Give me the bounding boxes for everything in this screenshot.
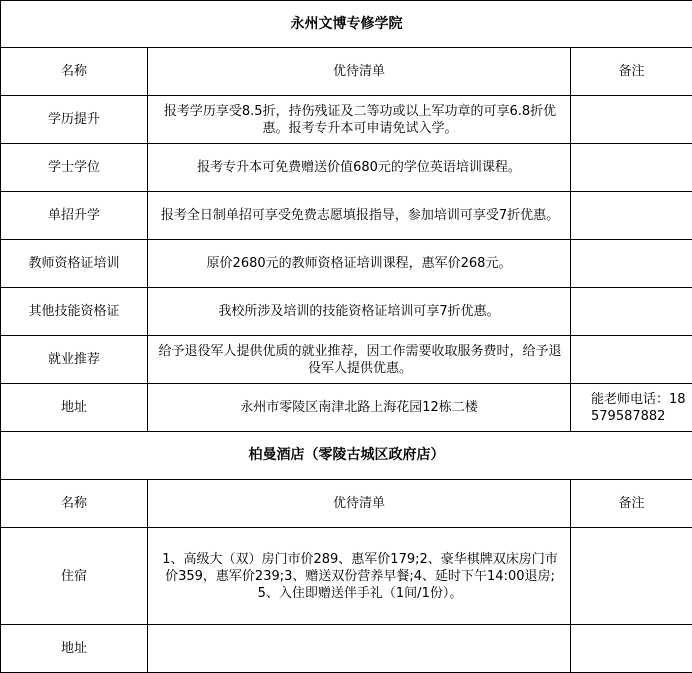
section2-header-row bbox=[1, 480, 692, 528]
row-name: 就业推荐 bbox=[1, 336, 148, 384]
table-row bbox=[1, 240, 692, 288]
table-row bbox=[1, 528, 692, 625]
table-row bbox=[1, 336, 692, 384]
section2-title: 柏曼酒店（零陵古城区政府店） bbox=[1, 432, 692, 480]
header-notes: 备注 bbox=[571, 480, 692, 528]
header-notes: 备注 bbox=[571, 48, 692, 96]
row-name: 学士学位 bbox=[1, 144, 148, 192]
row-name: 学历提升 bbox=[1, 96, 148, 144]
header-name: 名称 bbox=[1, 48, 148, 96]
section2-title-row bbox=[1, 432, 692, 480]
row-offer: 报考学历享受8.5折，持伤残证及二等功或以上军功章的可享6.8折优惠。报考专升本可申请免试入学。 bbox=[148, 96, 571, 144]
row-notes bbox=[571, 625, 692, 673]
row-notes bbox=[571, 96, 692, 144]
row-offer: 给予退役军人提供优质的就业推荐，因工作需要收取服务费时，给予退役军人提供优惠。 bbox=[148, 336, 571, 384]
row-offer: 报考全日制单招可享受免费志愿填报指导，参加培训可享受7折优惠。 bbox=[148, 192, 571, 240]
row-name: 住宿 bbox=[1, 528, 148, 625]
header-offer: 优待清单 bbox=[148, 480, 571, 528]
row-name: 地址 bbox=[1, 384, 148, 432]
row-notes bbox=[571, 192, 692, 240]
row-offer: 1、高级大（双）房门市价289、惠军价179;2、豪华棋牌双床房门市价359，惠军价239;3、赠送双份营养早餐;4、延时下午14:00退房;5、入住即赠送伴手礼（1间/1份）。 bbox=[148, 528, 571, 625]
row-notes bbox=[571, 288, 692, 336]
table-row bbox=[1, 192, 692, 240]
section1-title-row bbox=[1, 1, 692, 48]
row-name: 教师资格证培训 bbox=[1, 240, 148, 288]
table-row bbox=[1, 96, 692, 144]
row-name: 其他技能资格证 bbox=[1, 288, 148, 336]
section1-header-row bbox=[1, 48, 692, 96]
contact-phone: 能老师电话：18579587882 bbox=[571, 384, 692, 432]
table-row bbox=[1, 288, 692, 336]
row-notes bbox=[571, 144, 692, 192]
row-name: 单招升学 bbox=[1, 192, 148, 240]
table-row bbox=[1, 625, 692, 673]
header-offer: 优待清单 bbox=[148, 48, 571, 96]
row-offer: 我校所涉及培训的技能资格证培训可享7折优惠。 bbox=[148, 288, 571, 336]
row-offer: 报考专升本可免费赠送价值680元的学位英语培训课程。 bbox=[148, 144, 571, 192]
row-offer: 原价2680元的教师资格证培训课程，惠军价268元。 bbox=[148, 240, 571, 288]
row-notes bbox=[571, 240, 692, 288]
header-name: 名称 bbox=[1, 480, 148, 528]
row-notes bbox=[571, 528, 692, 625]
section1-title: 永州文博专修学院 bbox=[1, 1, 692, 48]
row-name: 地址 bbox=[1, 625, 148, 673]
table-row bbox=[1, 144, 692, 192]
row-offer: 永州市零陵区南津北路上海花园12栋二楼 bbox=[148, 384, 571, 432]
row-notes bbox=[571, 336, 692, 384]
row-offer bbox=[148, 625, 571, 673]
table-row bbox=[1, 384, 692, 432]
